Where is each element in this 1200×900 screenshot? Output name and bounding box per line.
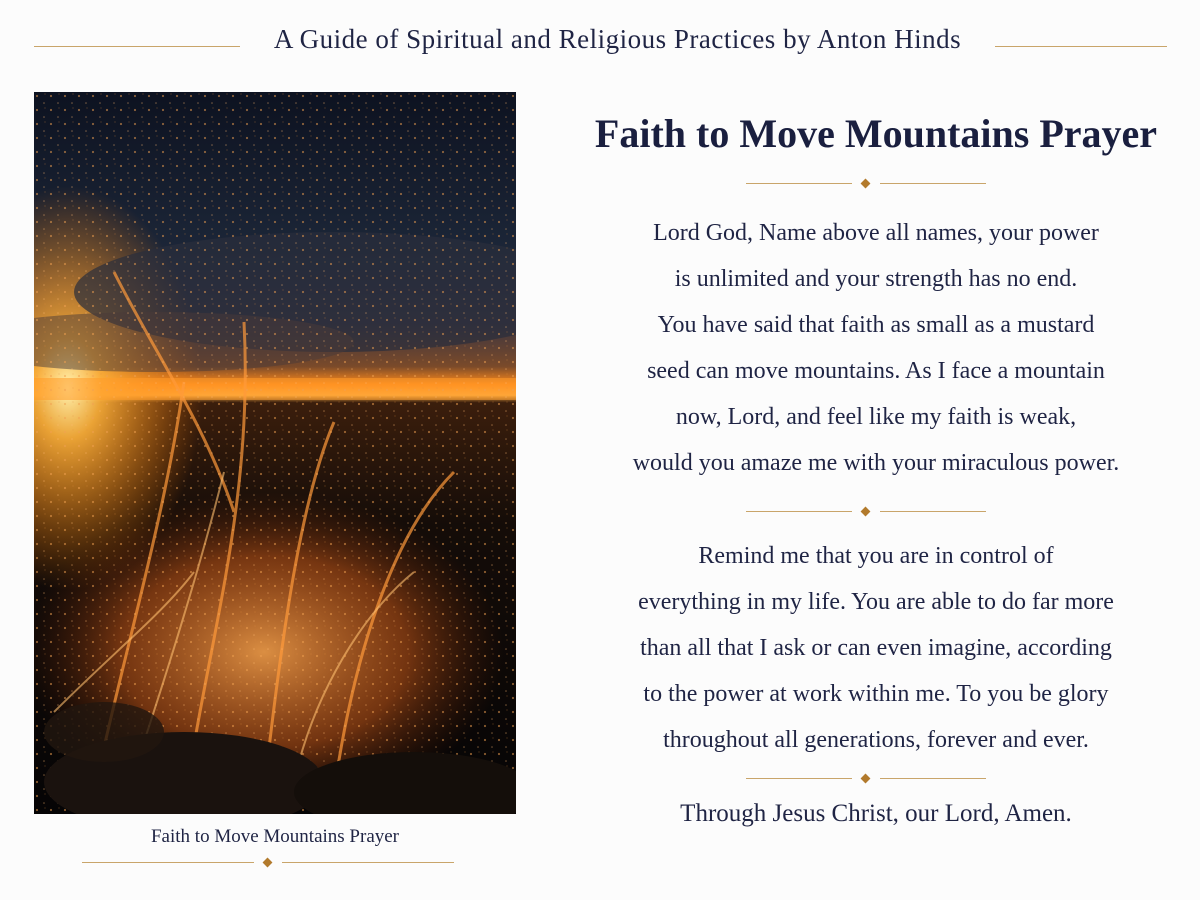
prayer-line: would you amaze me with your miraculous power.: [632, 450, 1120, 476]
prayer-closing: Through Jesus Christ, our Lord, Amen.: [680, 800, 1072, 827]
page-header: [0, 0, 1200, 92]
prayer-line: than all that I ask or can even imagine, according: [640, 635, 1112, 661]
prayer-line: seed can move mountains. As I face a mountain: [647, 358, 1105, 384]
prayer-line: to the power at work within me. To you be glory: [643, 681, 1109, 707]
title-divider: [746, 178, 986, 190]
diamond-icon: [861, 179, 871, 189]
caption-divider: [82, 857, 454, 869]
prayer-line: throughout all generations, forever and ever.: [663, 727, 1089, 753]
site-title: A Guide of Spiritual and Religious Practices by Anton Hinds: [273, 24, 962, 54]
header-rule-left: [34, 46, 240, 47]
header-rule-right: [995, 46, 1167, 47]
photo-caption: Faith to Move Mountains Prayer: [150, 826, 400, 847]
paragraph-divider-1: [746, 506, 986, 518]
prayer-line: now, Lord, and feel like my faith is weak,: [675, 404, 1077, 430]
sunset-splash-photo: [34, 92, 516, 814]
prayer-line: Lord God, Name above all names, your power: [653, 220, 1099, 246]
diamond-icon: [861, 774, 871, 784]
prayer-title: Faith to Move Mountains Prayer: [594, 111, 1158, 156]
diamond-icon: [263, 858, 273, 868]
prayer-line: You have said that faith as small as a mustard: [657, 312, 1095, 338]
prayer-line: everything in my life. You are able to do far more: [638, 589, 1114, 615]
prayer-line: is unlimited and your strength has no end.: [674, 266, 1078, 292]
prayer-line: Remind me that you are in control of: [698, 543, 1054, 569]
prayer-paragraph-2: [606, 533, 1146, 763]
diamond-icon: [861, 507, 871, 517]
prayer-paragraph-1: [606, 210, 1146, 486]
paragraph-divider-2: [746, 773, 986, 785]
